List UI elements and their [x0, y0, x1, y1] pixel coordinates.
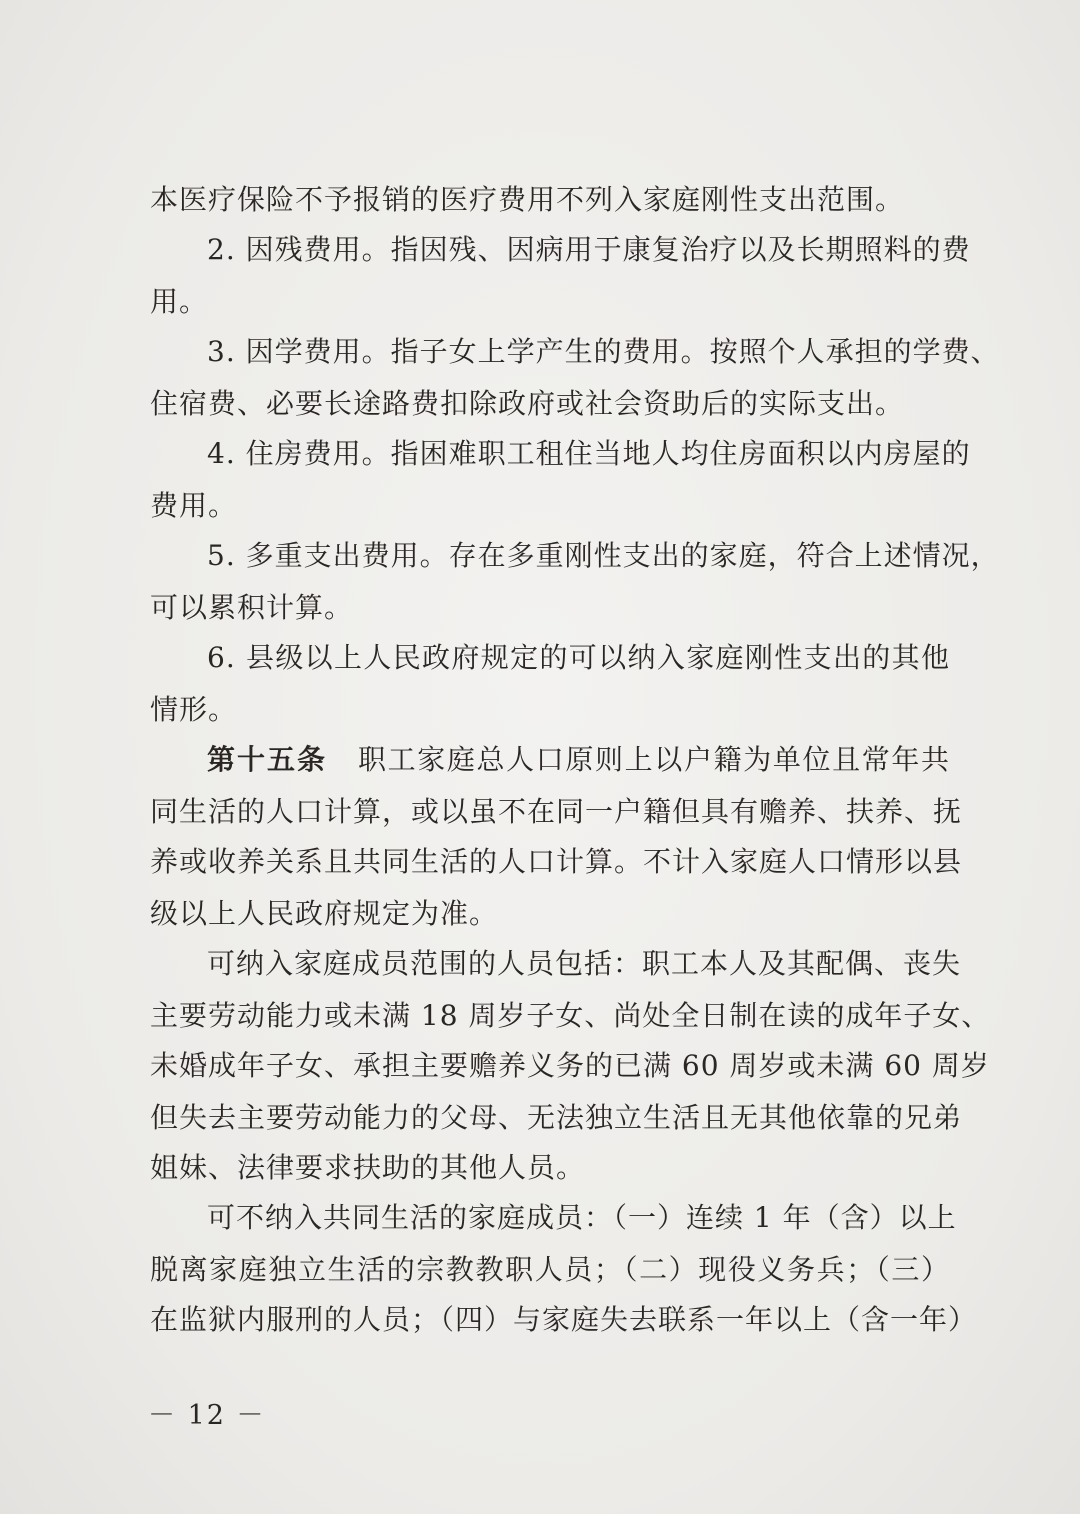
- text-line: 姐妹、法律要求扶助的其他人员。: [150, 1151, 586, 1184]
- text-line: 费用。: [150, 489, 238, 522]
- article-heading: 第十五条: [207, 743, 328, 776]
- text-line: 职工家庭总人口原则上以户籍为单位且常年共: [358, 743, 950, 776]
- text-line: 级以上人民政府规定为准。: [150, 897, 499, 930]
- text-line: 主要劳动能力或未满 18 周岁子女、尚处全日制在读的成年子女、: [150, 999, 991, 1032]
- page-number: － 12 －: [148, 1400, 266, 1431]
- text-line: 3. 因学费用。指子女上学产生的费用。按照个人承担的学费、: [207, 335, 1000, 368]
- text-line: 6. 县级以上人民政府规定的可以纳入家庭刚性支出的其他: [207, 641, 950, 674]
- text-line: 同生活的人口计算，或以虽不在同一户籍但具有赡养、扶养、抚: [150, 795, 963, 828]
- text-line: 住宿费、必要长途路费扣除政府或社会资助后的实际支出。: [150, 387, 905, 420]
- text-line: 2. 因残费用。指因残、因病用于康复治疗以及长期照料的费: [207, 233, 971, 266]
- text-line: 5. 多重支出费用。存在多重刚性支出的家庭，符合上述情况，: [207, 539, 1000, 572]
- text-line: 在监狱内服刑的人员；（四）与家庭失去联系一年以上（含一年）: [150, 1303, 978, 1336]
- text-line: 可以累积计算。: [150, 591, 354, 624]
- text-line: 可不纳入共同生活的家庭成员：（一）连续 1 年（含）以上: [207, 1201, 957, 1234]
- text-line: 养或收养关系且共同生活的人口计算。不计入家庭人口情形以县: [150, 845, 963, 878]
- text-line: 用。: [150, 285, 209, 318]
- text-line: 可纳入家庭成员范围的人员包括：职工本人及其配偶、丧失: [207, 947, 962, 980]
- text-line: 4. 住房费用。指困难职工租住当地人均住房面积以内房屋的: [207, 437, 971, 470]
- text-line: 本医疗保险不予报销的医疗费用不列入家庭刚性支出范围。: [150, 183, 905, 216]
- text-line: 情形。: [150, 693, 238, 726]
- text-line: 但失去主要劳动能力的父母、无法独立生活且无其他依靠的兄弟: [150, 1101, 963, 1134]
- text-line: 脱离家庭独立生活的宗教教职人员；（二）现役义务兵；（三）: [150, 1253, 950, 1286]
- text-line: 未婚成年子女、承担主要赡养义务的已满 60 周岁或未满 60 周岁: [150, 1049, 990, 1082]
